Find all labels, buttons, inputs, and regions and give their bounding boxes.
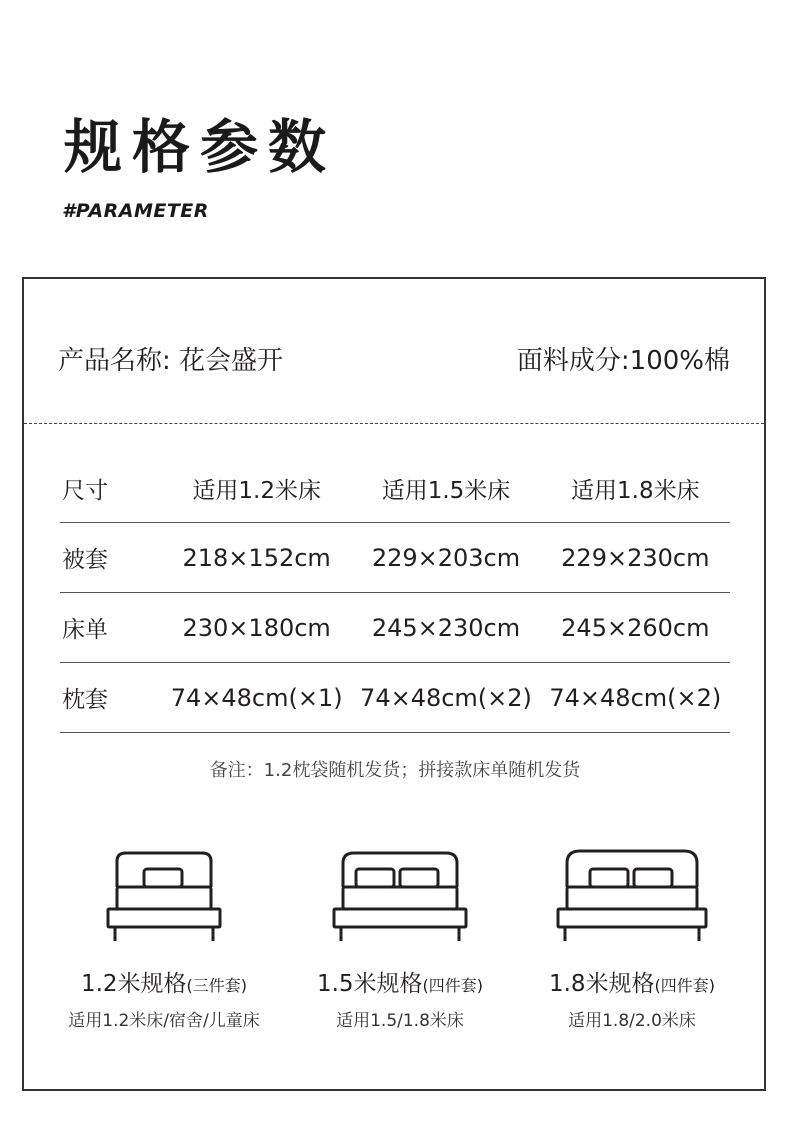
header-cell: 适用1.2米床 <box>192 478 321 504</box>
bed-option-title <box>517 965 747 998</box>
bed-option-desc: 适用1.5/1.8米床 <box>336 1011 464 1031</box>
bed-option-1-8m <box>517 845 747 1031</box>
bed-double-pillow-icon <box>330 845 470 945</box>
page-subtitle: #PARAMETER <box>62 200 209 222</box>
table-cell: 218×152cm <box>182 543 331 572</box>
bed-set-label: (四件套) <box>654 976 716 995</box>
fabric-composition: 面料成分:100%棉 <box>516 346 730 376</box>
bed-set-label: (四件套) <box>422 976 484 995</box>
row-label: 枕套 <box>62 687 108 713</box>
bed-size-label: 1.2米规格 <box>80 971 187 997</box>
bed-option-title <box>49 965 279 998</box>
product-name: 产品名称: 花会盛开 <box>58 346 284 376</box>
page-title: 规格参数 <box>64 113 337 181</box>
table-cell: 245×230cm <box>371 613 521 642</box>
bed-option-1-2m <box>49 845 279 1031</box>
header-cell: 适用1.8米床 <box>571 478 700 504</box>
dashed-divider <box>24 423 764 424</box>
table-cell: 74×48cm(×1) <box>170 683 343 712</box>
bed-size-label: 1.8米规格 <box>548 971 655 997</box>
bed-option-desc: 适用1.2米床/宿舍/儿童床 <box>68 1011 260 1031</box>
table-cell: 229×230cm <box>561 543 710 572</box>
bed-option-desc: 适用1.8/2.0米床 <box>568 1011 696 1031</box>
table-cell: 230×180cm <box>182 613 331 642</box>
bed-option-title <box>285 965 515 998</box>
table-cell: 74×48cm(×2) <box>549 683 722 712</box>
bed-single-pillow-icon <box>104 845 224 945</box>
bed-option-1-5m <box>285 845 515 1031</box>
header-cell: 尺寸 <box>62 478 108 504</box>
table-cell: 74×48cm(×2) <box>360 683 532 712</box>
row-label: 床单 <box>62 617 108 643</box>
note-text: 备注：1.2枕袋随机发货；拼接款床单随机发货 <box>209 760 581 781</box>
bed-double-pillow-icon <box>554 845 710 945</box>
table-row <box>60 523 730 593</box>
header-cell: 适用1.5米床 <box>381 478 511 504</box>
bed-size-label: 1.5米规格 <box>316 971 423 997</box>
table-row <box>60 663 730 733</box>
table-cell: 245×260cm <box>561 613 710 642</box>
bed-set-label: (三件套) <box>186 976 248 995</box>
table-row <box>60 593 730 663</box>
row-label: 被套 <box>62 547 108 573</box>
table-header-row <box>60 455 730 523</box>
table-cell: 229×203cm <box>371 543 521 572</box>
spec-table <box>60 455 730 733</box>
